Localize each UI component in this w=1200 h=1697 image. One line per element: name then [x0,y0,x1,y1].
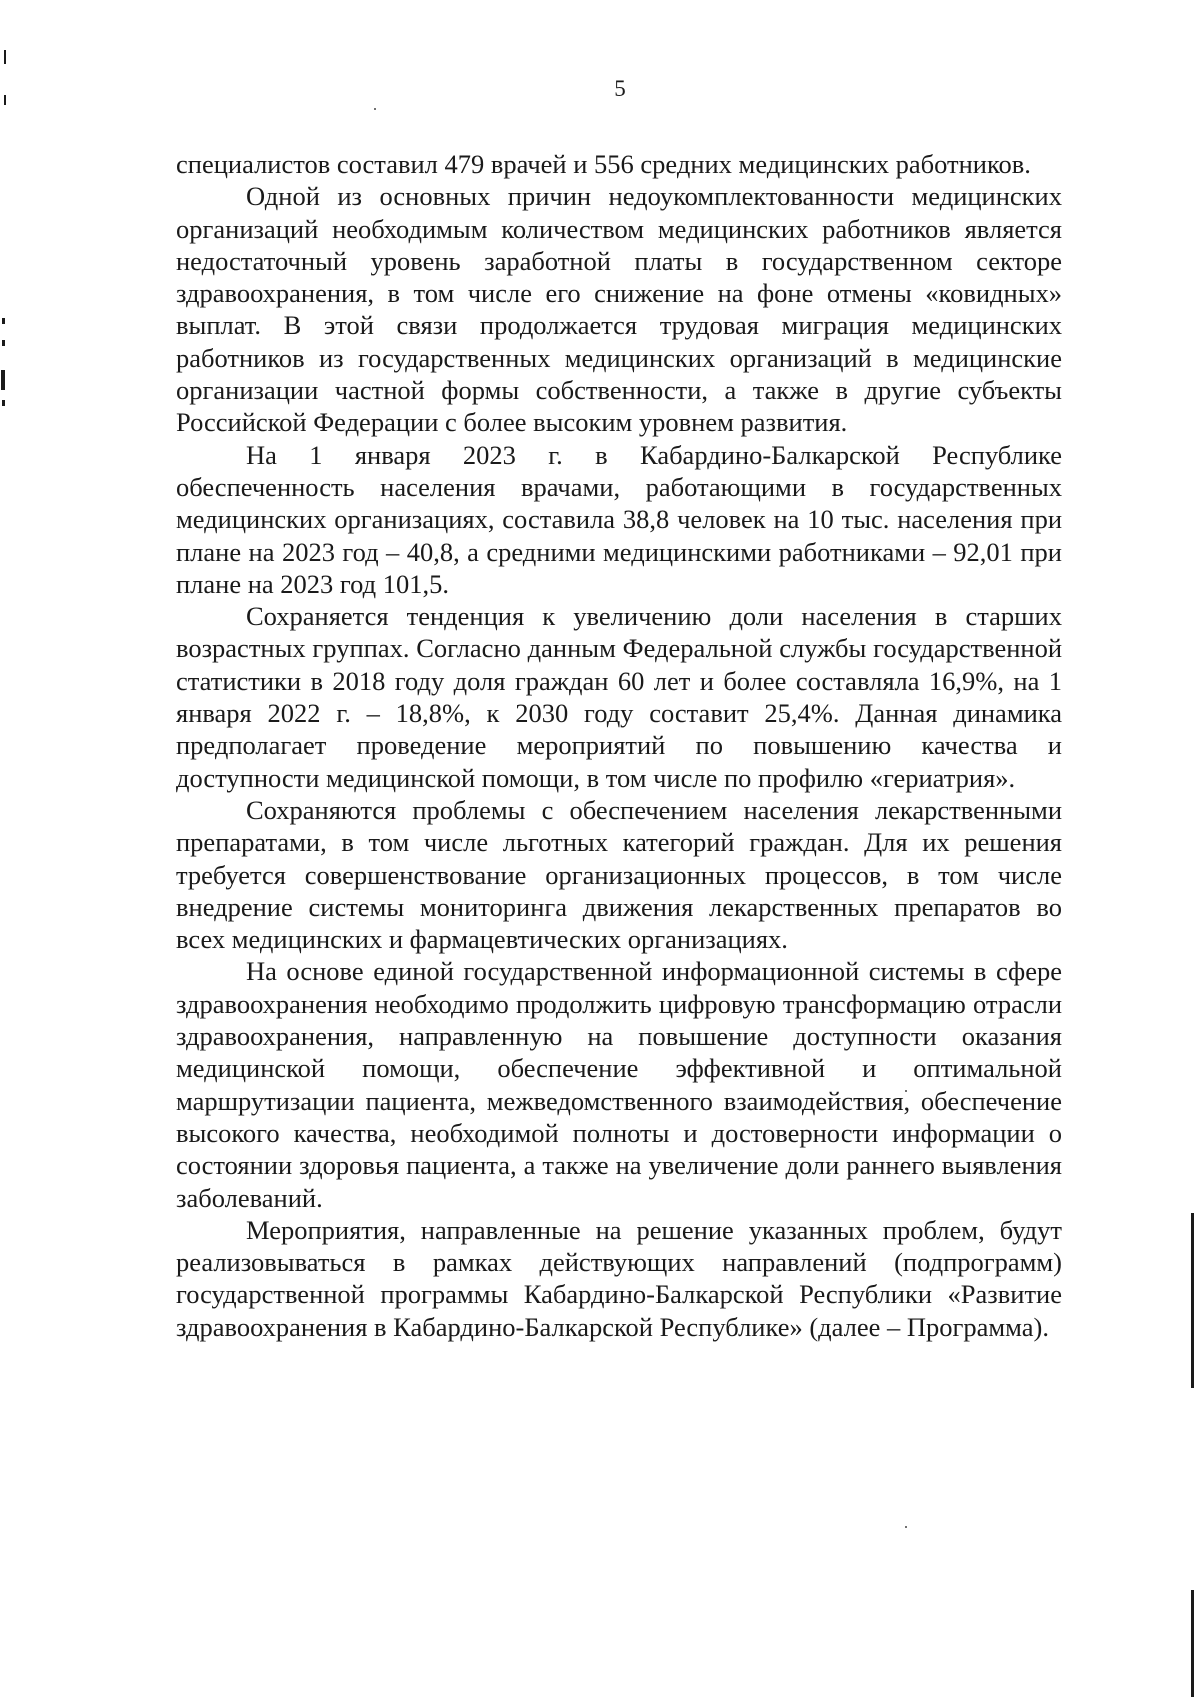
paragraph-2: Одной из основных причин недоукомплектованности медицинских организаций необходимым количеством медицинских работников является недостаточный уровень заработной платы в государственном секторе здравоохранения, в том числе его снижение на фоне отмены «ковидных» выплат. В этой связи продолжается трудовая миграция медицинских работников из государственных медицинских организаций в медицинские организации частной формы собственности, а также в другие субъекты Российской Федерации с более высоким уровнем развития. [176,181,1062,438]
paragraph-5: Сохраняются проблемы с обеспечением населения лекарственными препаратами, в том числе льготных категорий граждан. Для их решения требуется совершенствование организационных процессов, в том числе внедрение системы мониторинга движения лекарственных препаратов во всех медицинских и фармацевтических организациях. [176,794,1062,955]
scan-artifact-right-2 [1191,1590,1194,1697]
scan-speck-4 [905,1526,907,1528]
page-number: 5 [614,76,626,101]
scan-artifact-right-1 [1191,1213,1194,1388]
scan-artifact-left-mid-2 [2,340,5,346]
paragraph-3: На 1 января 2023 г. в Кабардино-Балкарской Республике обеспеченность населения врачами, работающими в государственных медицинских организациях, составила 38,8 человек на 10 тыс. населения при плане на 2023 год – 40,8, а средними медицинскими работниками – 92,01 при плане на 2023 год 101,5. [176,439,1062,599]
scan-artifact-left-mid-1 [2,318,5,324]
scan-artifact-left-mid-3 [1,370,5,390]
body-text [176,148,1062,1343]
paragraph-4: Сохраняется тенденция к увеличению доли населения в старших возрастных группах. Согласно данным Федеральной службы государственной статистики в 2018 году доля граждан 60 лет и более составляла 16,9%, на 1 января 2022 г. – 18,8%, к 2030 году составит 25,4%. Данная динамика предполагает проведение мероприятий по повышению качества и доступности медицинской помощи, в том числе по профилю «гериатрия». [176,601,1062,793]
scan-speck-1 [374,108,376,110]
paragraph-1: специалистов составил 479 врачей и 556 средних медицинских работников. [176,149,1031,179]
paragraph-6: На основе единой государственной информационной системы в сфере здравоохранения необходимо продолжить цифровую трансформацию отрасли здравоохранения, направленную на повышение доступности оказания медицинской помощи, обеспечение эффективной и оптимальной маршрутизации пациента, межведомственного взаимодействия, обеспечение высокого качества, необходимой полноты и достоверности информации о состоянии здоровья пациента, а также на увеличение доли раннего выявления заболеваний. [176,956,1062,1213]
scan-artifact-left-top [4,50,6,64]
paragraph-7: Мероприятия, направленные на решение указанных проблем, будут реализовываться в рамках действующих направлений (подпрограмм) государственной программы Кабардино-Балкарской Республики «Развитие здравоохранения в Кабардино-Балкарской Республике» (далее – Программа). [176,1214,1062,1342]
scan-artifact-left-mid-4 [2,400,5,406]
